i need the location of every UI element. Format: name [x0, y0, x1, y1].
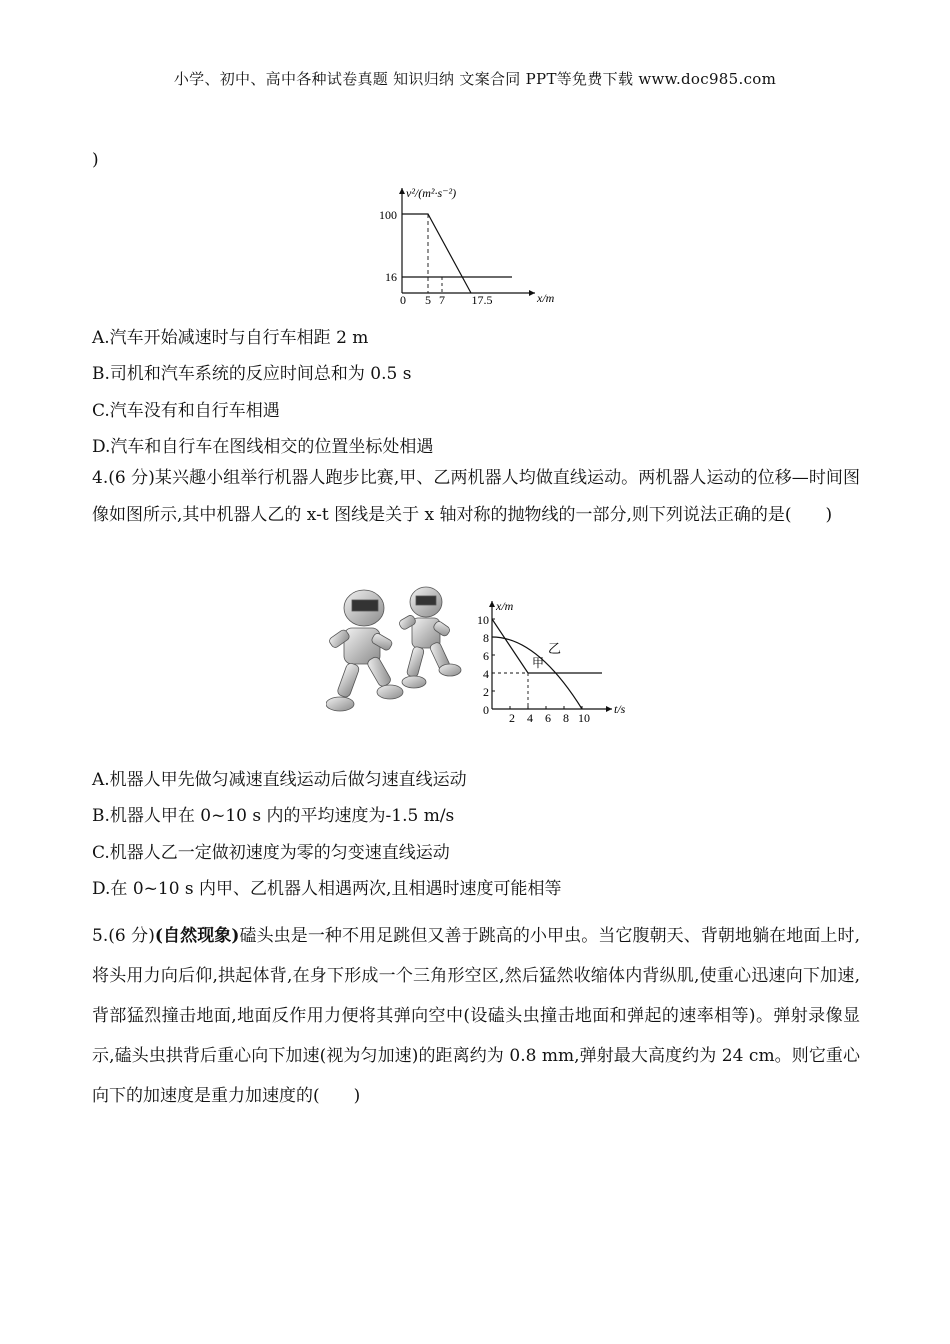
y-tick-16: 16 [385, 270, 397, 284]
label-jia: 甲 [532, 656, 545, 670]
q5-number: 5.(6 分) [92, 926, 155, 946]
page-header: 小学、初中、高中各种试卷真题 知识归纳 文案合同 PPT等免费下载 www.doc985.com [173, 70, 777, 88]
y2-tick-4: 4 [483, 667, 489, 681]
y-tick-100: 100 [379, 208, 397, 222]
x-t-graph [472, 595, 637, 725]
q4-option-b: B.机器人甲在 0~10 s 内的平均速度为-1.5 m/s [92, 806, 455, 826]
q4-option-c: C.机器人乙一定做初速度为零的匀变速直线运动 [92, 843, 450, 863]
jia-line [492, 619, 602, 673]
car-line [402, 214, 471, 293]
x-tick-7: 7 [439, 293, 445, 305]
t-tick-6: 6 [545, 711, 551, 725]
q4-stem: 4.(6 分)某兴趣小组举行机器人跑步比赛,甲、乙两机器人均做直线运动。两机器人运动的位移—时间图像如图所示,其中机器人乙的 x-t 图线是关于 x 轴对称的抛物线的一部分,则下列说法正确的是( ) [92, 468, 860, 525]
x-tick-5: 5 [425, 293, 431, 305]
v2-x-graph [370, 180, 570, 305]
q3-option-c: C.汽车没有和自行车相遇 [92, 401, 280, 421]
y2-tick-8: 8 [483, 631, 489, 645]
robot-left [326, 590, 403, 711]
x2-axis-label: x/m [496, 599, 514, 613]
label-yi: 乙 [548, 641, 562, 656]
robot-right [398, 587, 461, 688]
q5-stem: 磕头虫是一种不用足跳但又善于跳高的小甲虫。当它腹朝天、背朝地躺在地面上时,将头用力向后仰,拱起体背,在身下形成一个三角形空区,然后猛然收缩体内背纵肌,使重心迅速向下加速,背部猛烈撞击地面,地面反作用力便将其弹向空中(设磕头虫撞击地面和弹起的速率相等)。弹射录像显示,磕头虫拱背后重心向下加速(视为匀加速)的距离约为 0.8 mm,弹射最大高度约为 24 cm。则它重心向下的加速度是重力加速度的( ) [92, 926, 861, 1106]
question-paren: ) [92, 150, 99, 170]
q5-block [92, 916, 860, 1116]
y2-tick-2: 2 [483, 685, 489, 699]
x-axis-label: x/m [537, 291, 555, 305]
q4-option-a: A.机器人甲先做匀减速直线运动后做匀速直线运动 [92, 770, 467, 790]
t-tick-2: 2 [509, 711, 515, 725]
t-axis-label: t/s [614, 702, 626, 716]
t-tick-10: 10 [578, 711, 590, 725]
x-tick-0: 0 [400, 293, 406, 305]
q5-tag: (自然现象) [154, 926, 240, 946]
q3-option-d: D.汽车和自行车在图线相交的位置坐标处相遇 [92, 437, 434, 457]
robots-illustration [326, 580, 466, 720]
t-tick-8: 8 [563, 711, 569, 725]
y2-tick-6: 6 [483, 649, 489, 663]
x-tick-17.5: 17.5 [471, 293, 493, 305]
y2-tick-0: 0 [483, 703, 489, 717]
q3-option-b: B.司机和汽车系统的反应时间总和为 0.5 s [92, 364, 412, 384]
q4-option-d: D.在 0~10 s 内甲、乙机器人相遇两次,且相遇时速度可能相等 [92, 879, 562, 899]
y-axis-label: v²/(m²·s⁻²) [406, 186, 457, 200]
t-tick-4: 4 [527, 711, 533, 725]
q3-option-a: A.汽车开始减速时与自行车相距 2 m [92, 328, 369, 348]
y2-tick-10: 10 [477, 613, 489, 627]
